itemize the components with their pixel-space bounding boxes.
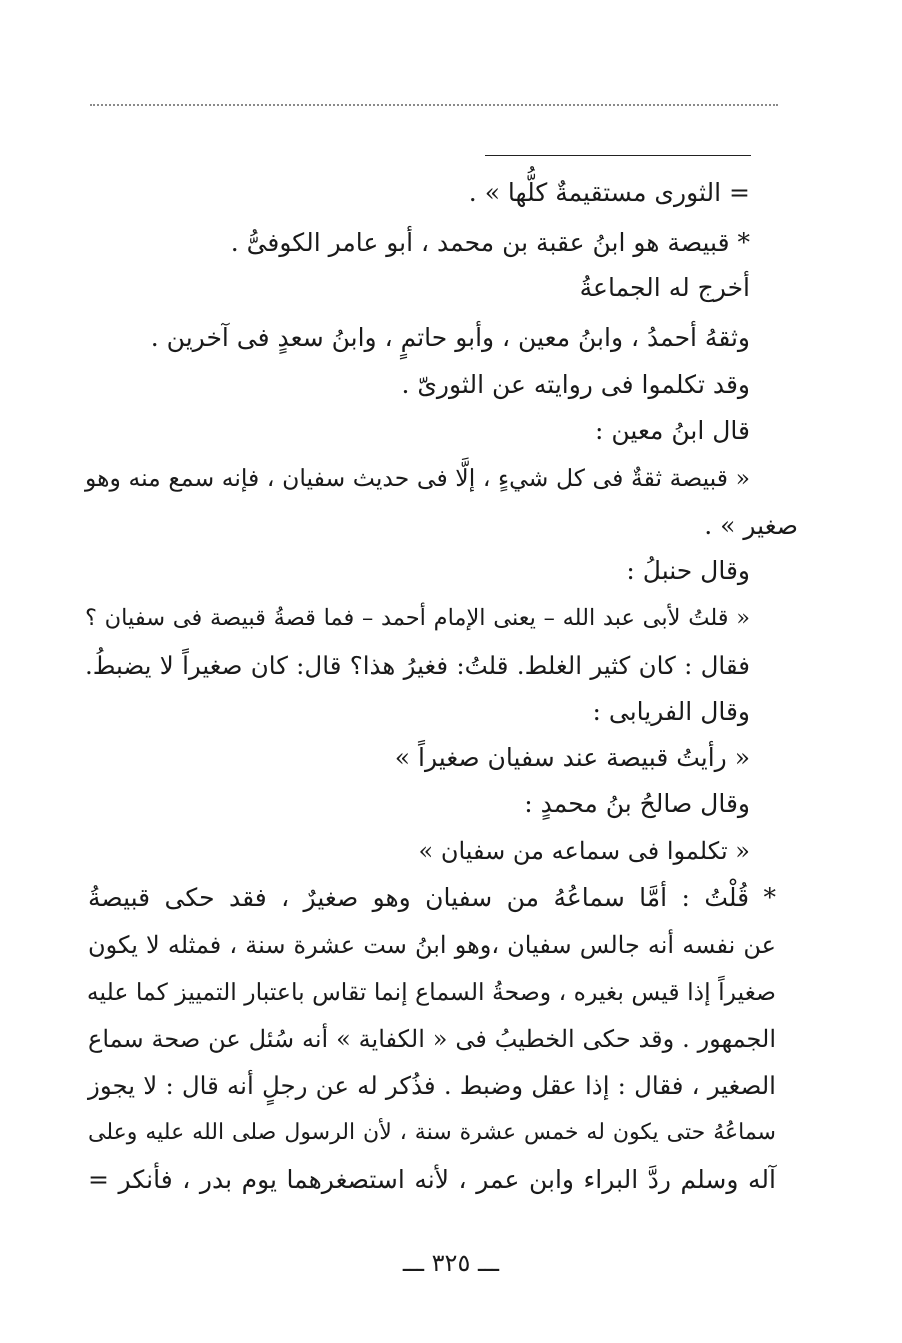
text-line-5: وقد تكلموا فى روايته عن الثورىّ . [401, 370, 750, 399]
text-line-19: الجمهور . وقد حكى الخطيبُ فى « الكفاية » أنه سُئل عن صحة سماع [88, 1025, 776, 1053]
page-number: ـــ ٣٢٥ ـــ [402, 1249, 500, 1277]
text-line-18: صغيراً إذا قيس بغيره ، وصحةُ السماع إنما تقاس باعتبار التمييز كما عليه [86, 978, 776, 1006]
text-line-4: وثقهُ أحمدُ ، وابنُ معين ، وأبو حاتمٍ ، وابنُ سعدٍ فى آخرين . [150, 323, 750, 352]
text-line-10: « قلتُ لأبى عبد الله – يعنى الإمام أحمد – فما قصةُ قبيصة فى سفيان ؟ [85, 605, 750, 631]
text-line-3: أخرج له الجماعةُ [579, 273, 750, 302]
text-line-13: « رأيتُ قبيصة عند سفيان صغيراً » [394, 743, 750, 772]
text-line-15: « تكلموا فى سماعه من سفيان » [418, 837, 750, 865]
text-line-21: سماعُهُ حتى يكون له خمس عشرة سنة ، لأن الرسول صلى الله عليه وعلى [88, 1120, 776, 1145]
text-line-7: « قبيصة ثقةٌ فى كل شيءٍ ، إلَّا فى حديث سفيان ، فإنه سمع منه وهو [85, 464, 750, 492]
header-dotted-rule [90, 104, 778, 106]
text-line-11: فقال : كان كثير الغلط. قلتُ: فغيرُ هذا؟ قال: كان صغيراً لا يضبطُ. [85, 651, 750, 680]
text-line-20: الصغير ، فقال : إذا عقل وضبط . فذُكر له عن رجلٍ أنه قال : لا يجوز [88, 1071, 776, 1100]
text-line-22: آله وسلم ردَّ البراء وابن عمر ، لأنه استصغرهما يوم بدر ، فأنكر = [88, 1165, 776, 1194]
text-line-6: قال ابنُ معين : [595, 416, 750, 445]
footnote-separator-rule [485, 155, 751, 156]
text-line-16: * قُلْتُ : أمَّا سماعُهُ من سفيان وهو صغيرٌ ، فقد حكى قبيصةُ [88, 883, 776, 912]
text-line-8: صغير » . [704, 511, 798, 540]
text-line-9: وقال حنبلُ : [626, 556, 750, 585]
text-line-12: وقال الفريابى : [592, 697, 750, 726]
text-line-14: وقال صالحُ بنُ محمدٍ : [524, 789, 750, 818]
text-line-17: عن نفسه أنه جالس سفيان ،وهو ابنُ ست عشرة سنة ، فمثله لا يكون [88, 931, 776, 959]
text-line-2: * قبيصة هو ابنُ عقبة بن محمد ، أبو عامر الكوفىُّ . [230, 228, 750, 257]
text-line-1: = الثورى مستقيمةٌ كلُّها » . [468, 178, 750, 207]
